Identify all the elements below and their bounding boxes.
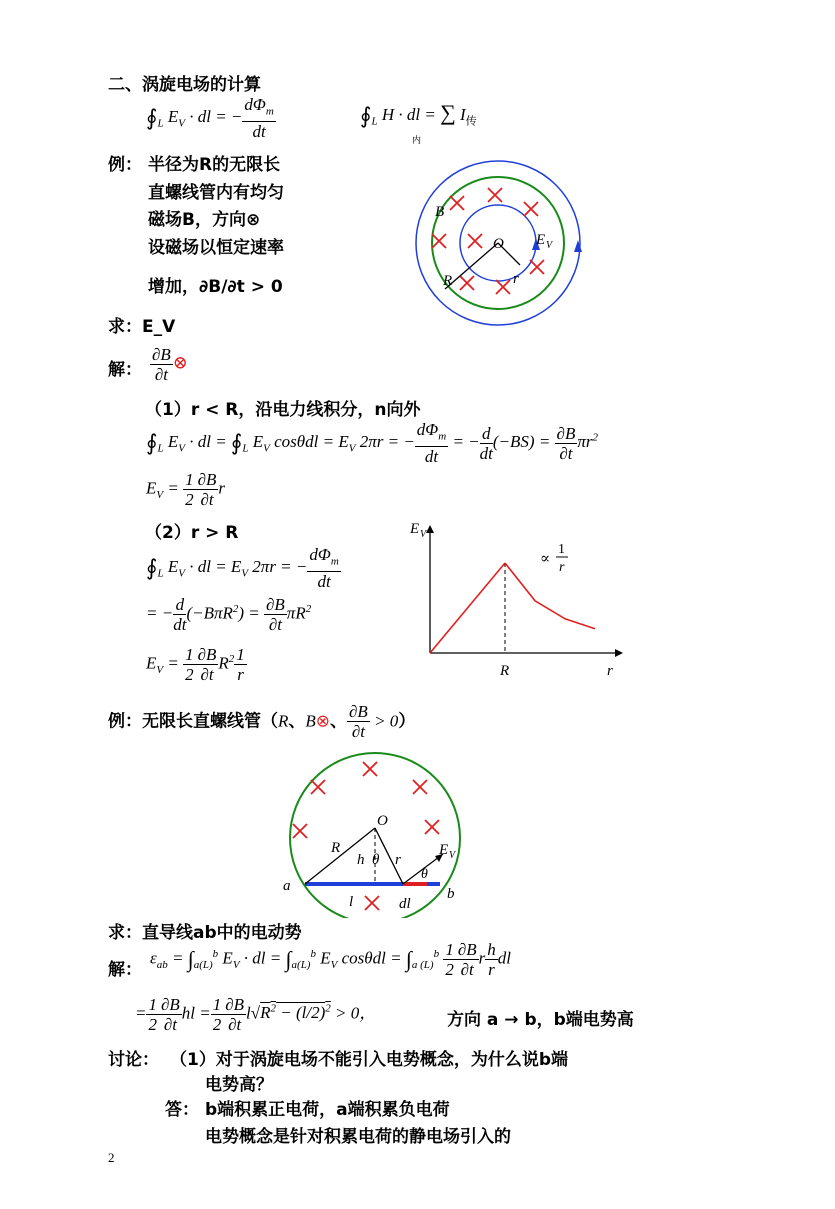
svg-text:V: V bbox=[449, 850, 456, 861]
faraday-integral-formula: $∮_L$ $E_V$ · dl = − $\frac{d\Phi_m}{dt}$ bbox=[146, 95, 274, 142]
svg-text:1: 1 bbox=[558, 542, 565, 557]
svg-text:r: r bbox=[395, 852, 401, 868]
svg-text:θ: θ bbox=[372, 852, 380, 868]
solve-label: 解： bbox=[108, 360, 142, 380]
svg-text:r: r bbox=[559, 560, 565, 575]
emf-integral-formula: $\varepsilon_{ab} = \int_{a(L)}^b$ $E_V$ · dl = $\int_{a(L)}^b$ $E_V$ $\cos\theta dl = \int_{a (L)}^b$ $\frac{1}{2}$ $\frac{\partial B}{\partial t}$ r $\frac{h}{r}$ dl bbox=[150, 940, 511, 979]
x-tick-R: R bbox=[500, 663, 510, 679]
conductor-ab-diagram bbox=[275, 748, 475, 918]
svg-text:l: l bbox=[349, 894, 354, 910]
svg-text:O: O bbox=[377, 813, 388, 829]
svg-text:B: B bbox=[435, 204, 445, 220]
svg-text:E: E bbox=[439, 842, 449, 858]
svg-text:O: O bbox=[493, 236, 504, 252]
ask2-text: 求：直导线ab中的电动势 bbox=[108, 923, 302, 943]
discussion-q1-line1: （1）对于涡旋电场不能引入电势概念，为什么说b端 bbox=[170, 1050, 568, 1070]
ampere-integral-formula: $∮_L$ H · dl = ∑ $I_传$ bbox=[360, 100, 477, 128]
example1-line3: 磁场B，方向⊗ bbox=[148, 210, 261, 230]
case2-heading: （2）r > R bbox=[145, 523, 239, 543]
section-title: 二、涡旋电场的计算 bbox=[108, 75, 261, 95]
svg-text:a: a bbox=[283, 878, 291, 894]
example1-line4: 设磁场以恒定速率 bbox=[148, 238, 284, 258]
page-number: 2 bbox=[108, 1150, 115, 1165]
svg-text:E: E bbox=[536, 232, 546, 248]
y-axis-label: E bbox=[410, 521, 420, 537]
dB-dt-cross: $\frac{\partial B}{\partial t}$ ⊗ bbox=[152, 345, 188, 384]
svg-text:V: V bbox=[546, 240, 553, 251]
answer-label: 答： bbox=[165, 1100, 199, 1120]
case2-expansion-formula: = − $\frac{d}{dt}$ (−BπR$^2$) = $\frac{\partial B}{\partial t}$ $\pi R^2$ bbox=[146, 595, 312, 634]
x-axis-arrow-icon bbox=[615, 649, 623, 657]
proportional-annotation: ∝ bbox=[540, 551, 551, 567]
ask1-text: 求：E_V bbox=[108, 317, 176, 337]
example1-label: 例： bbox=[108, 155, 142, 175]
case1-integral-formula: $∮_L$ $E_V$ · dl = $∮_L$ $E_V$ $\cos\theta dl = E_V$ 2πr = − $\frac{d\Phi_m}{dt}$ = − $\frac{d}{dt}$ (−BS) = $\frac{\partial B}{\partial t}$ $\pi r^2$ bbox=[146, 420, 598, 467]
svg-text:dl: dl bbox=[399, 896, 411, 912]
discussion-q1-line2: 电势高？ bbox=[205, 1075, 273, 1095]
case1-result-formula: $E_V$ = $\frac{1}{2}$ $\frac{\partial B}{\partial t}$ r bbox=[146, 470, 226, 509]
case2-result-formula: $E_V$ = $\frac{1}{2}$ $\frac{\partial B}{\partial t}$ $R^2$ $\frac{1}{r}$ bbox=[146, 645, 245, 684]
solve-label-2: 解： bbox=[108, 960, 142, 980]
svg-text:h: h bbox=[357, 852, 365, 868]
sum-subscript: 内 bbox=[412, 136, 422, 146]
example2-heading: 例：无限长直螺线管（R、B⊗、 $\frac{\partial B}{\partial t}$ > 0） bbox=[108, 702, 416, 741]
series-line-1 bbox=[505, 563, 595, 629]
x-axis-label: r bbox=[607, 663, 613, 679]
example1-line2: 直螺线管内有均匀 bbox=[148, 183, 284, 203]
example1-line1: 半径为R的无限长 bbox=[148, 155, 281, 175]
svg-text:R: R bbox=[331, 840, 341, 856]
radius-R-line bbox=[445, 243, 498, 289]
y-axis-arrow-icon bbox=[426, 525, 434, 533]
series-line-0 bbox=[430, 563, 505, 653]
case2-integral-formula: $∮_L$ $E_V$ · dl = $E_V$ 2πr = − $\frac{d\Phi_m}{dt}$ bbox=[146, 545, 339, 592]
svg-text:θ: θ bbox=[421, 867, 428, 882]
example1-line5: 增加，∂B/∂t > 0 bbox=[148, 277, 283, 297]
answer-line1: b端积累正电荷，a端积累负电荷 bbox=[205, 1100, 450, 1120]
solenoid-cross-section-diagram bbox=[390, 158, 605, 328]
outer-arrow-icon bbox=[574, 240, 582, 252]
answer-line2: 电势概念是针对积累电荷的静电场引入的 bbox=[205, 1127, 511, 1147]
emf-result-formula: = $\frac{1}{2}$ $\frac{\partial B}{\partial t}$ hl = $\frac{1}{2}$ $\frac{\partial B}{\partial t}$ $l√R^2 - (l/2)^2 > 0$， bbox=[135, 995, 377, 1034]
direction-note: 方向 a → b，b端电势高 bbox=[447, 1010, 634, 1030]
discussion-label: 讨论： bbox=[108, 1050, 159, 1070]
svg-text:r: r bbox=[513, 271, 519, 287]
case1-heading: （1）r < R，沿电力线积分，n向外 bbox=[145, 400, 421, 420]
ev-vs-r-chart bbox=[395, 515, 625, 685]
svg-text:b: b bbox=[447, 886, 455, 902]
svg-text:V: V bbox=[420, 529, 427, 540]
svg-text:R: R bbox=[443, 273, 453, 289]
